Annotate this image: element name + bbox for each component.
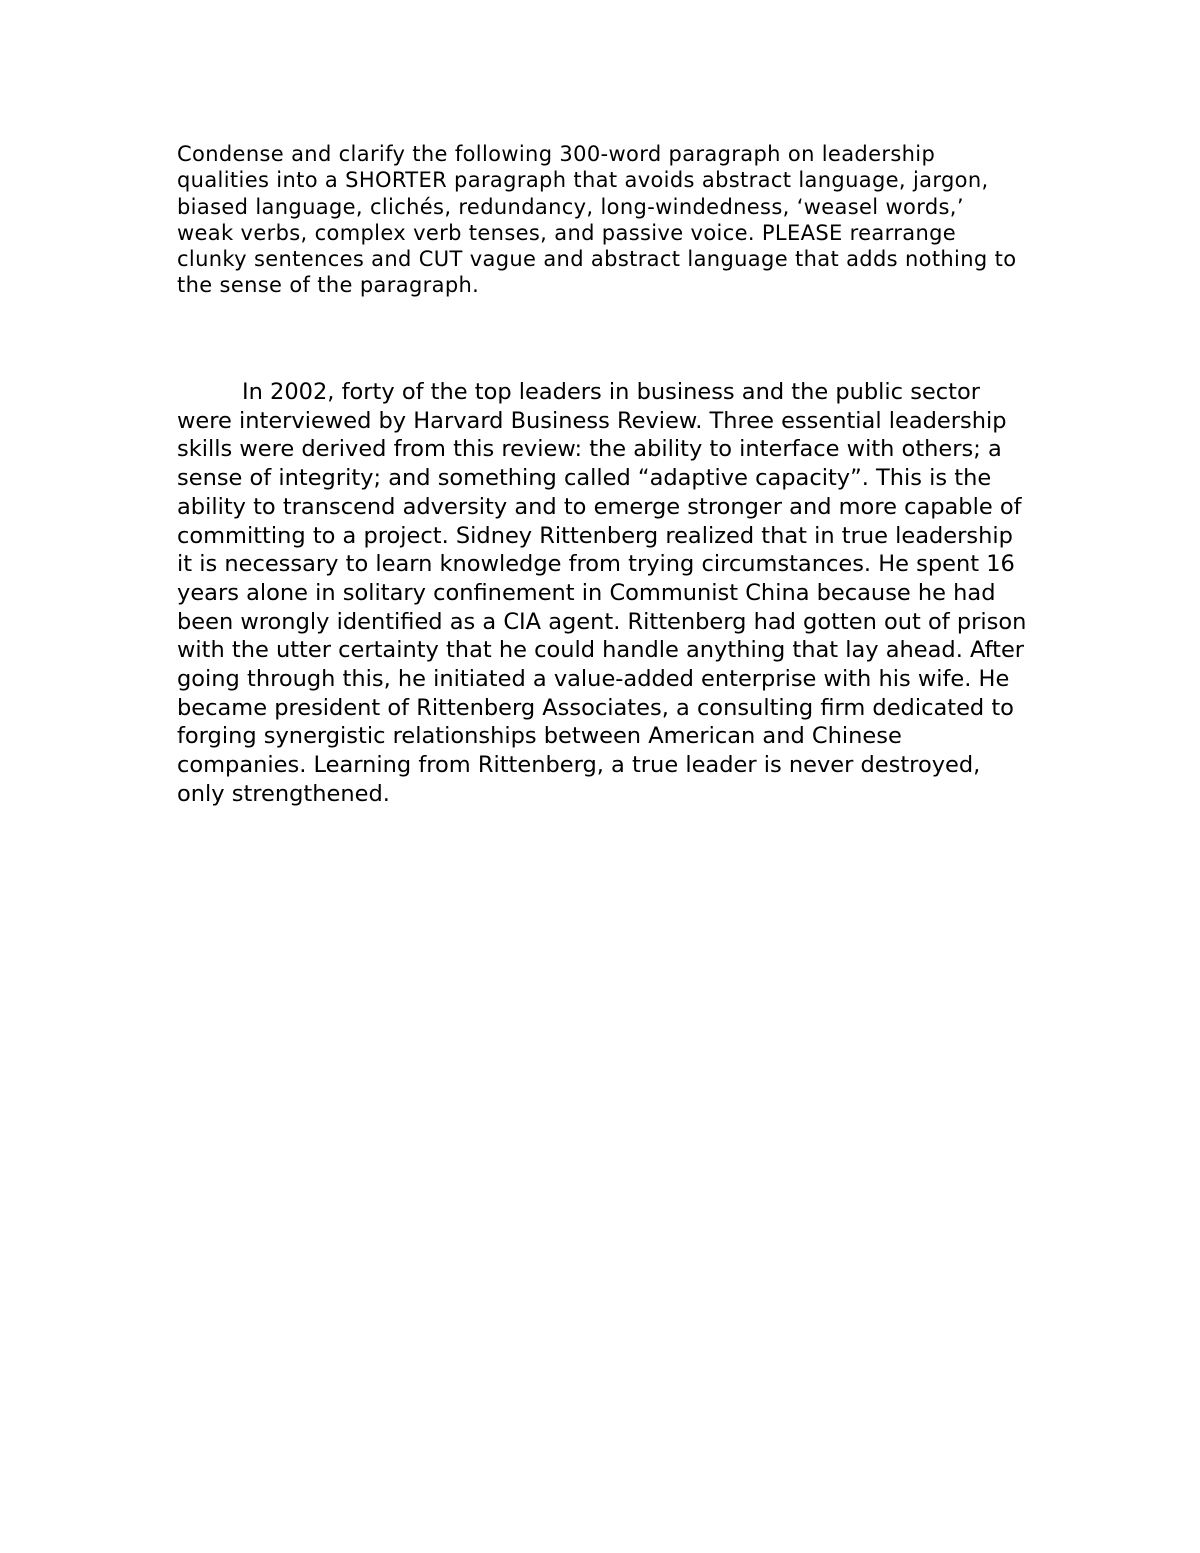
- instructions-paragraph: Condense and clarify the following 300-word paragraph on leadership qualities into a SHORTER paragraph that avoids abstract language, jargon, biased language, clichés, redundancy, long-windedness, ‘weasel words,’ weak verbs, complex verb tenses, and passive voice. PLEASE rearrange clunky sentences and CUT vague and abstract language that adds nothing to the sense of the paragraph.: [177, 142, 1017, 298]
- leadership-paragraph: In 2002, forty of the top leaders in business and the public sector were interviewed by Harvard Business Review. Three essential leadership skills were derived from this review: the ability to interface with others; a sense of integrity; and something called “adaptive capacity”. This is the ability to transcend adversity and to emerge stronger and more capable of committing to a project. Sidney Rittenberg realized that in true leadership it is necessary to learn knowledge from trying circumstances. He spent 16 years alone in solitary confinement in Communist China because he had been wrongly identified as a CIA agent. Rittenberg had gotten out of prison with the utter certainty that he could handle anything that lay ahead. After going through this, he initiated a value-added enterprise with his wife. He became president of Rittenberg Associates, a consulting firm dedicated to forging synergistic relationships between American and Chinese companies. Learning from Rittenberg, a true leader is never destroyed, only strengthened.: [177, 379, 1027, 807]
